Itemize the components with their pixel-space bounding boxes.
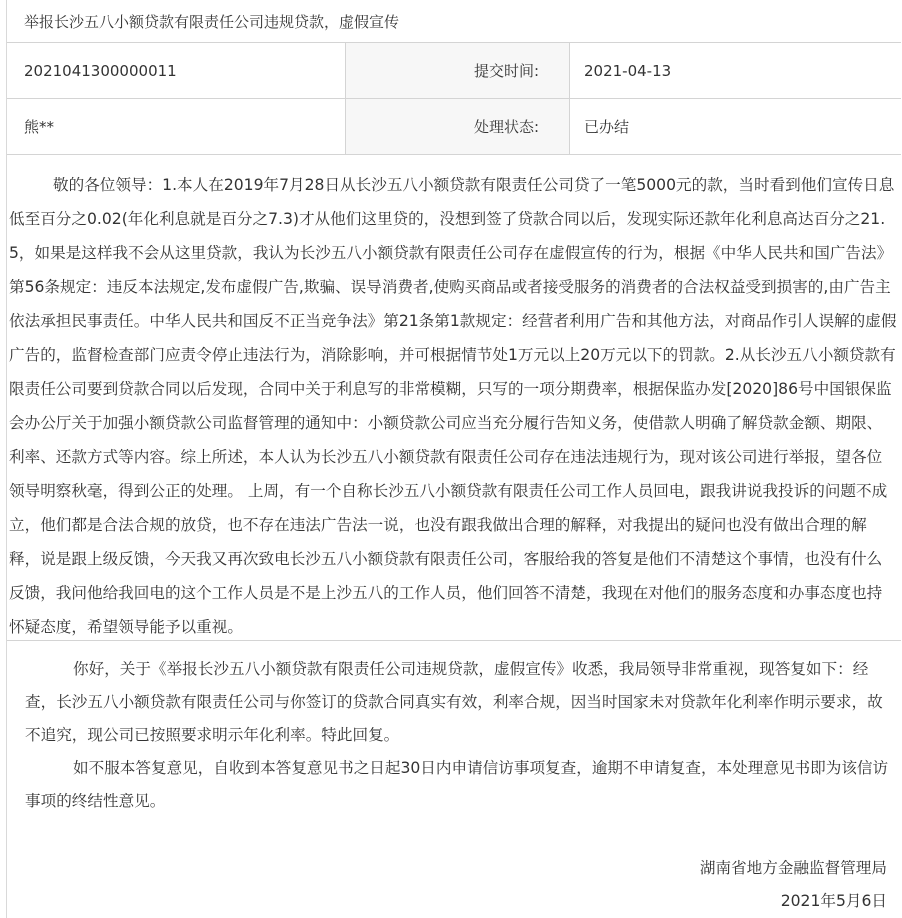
petition-title-row — [7, 0, 901, 43]
reply-paragraph: 如不服本答复意见，自收到本答复意见书之日起30日内申请信访事项复查，逾期不申请复查，本处理意见书即为该信访事项的终结性意见。 — [25, 759, 889, 810]
section-divider — [7, 640, 901, 641]
reply-paragraph: 你好，关于《举报长沙五八小额贷款有限责任公司违规贷款，虚假宣传》收悉，我局领导非常重视，现答复如下：经查，长沙五八小额贷款有限责任公司与你签订的贷款合同真实有效，利率合规，因当时国家未对贷款年化利率作明示要求，故不追究，现公司已按照要求明示年化利率。特此回复。 — [25, 660, 883, 744]
submit-time-value: 2021-04-13 — [584, 61, 672, 80]
submitter-name: 熊** — [24, 118, 55, 136]
status-value: 已办结 — [584, 118, 630, 136]
reply-signature: 湖南省地方金融监督管理局 — [699, 859, 887, 877]
petition-detail — [6, 0, 901, 918]
complaint-content: 敬的各位领导：1.本人在2019年7月28日从长沙五八小额贷款有限责任公司贷了一笔5000元的款，当时看到他们宣传日息低至百分之0.02(年化利息就是百分之7.3)才从他们这里贷的，没想到签了贷款合同以后，发现实际还款年化利息高达百分之21.5，如果是这样我不会从这里贷款，我认为长沙五八小额贷款有限责任公司存在虚假宣传的行为，根据《中华人民共和国广告法》第56条规定：违反本法规定,发布虚假广告,欺骗、误导消费者,使购买商品或者接受服务的消费者的合法权益受到损害的,由广告主依法承担民事责任。中华人民共和国反不正当竞争法》第21条第1款规定：经营者利用广告和其他方法，对商品作引人误解的虚假广告的，监督检查部门应责令停止违法行为，消除影响，并可根据情节处1万元以上20万元以下的罚款。2.从长沙五八小额贷款有限责任公司要到贷款合同以后发现，合同中关于利息写的非常模糊，只写的一项分期费率，根据保监办发[2020]86号中国银保监会办公厅关于加强小额贷款公司监督管理的通知中：小额贷款公司应当充分履行告知义务，使借款人明确了解贷款金额、期限、利率、还款方式等内容。综上所述，本人认为长沙五八小额贷款有限责任公司存在违法违规行为，现对该公司进行举报，望各位领导明察秋毫，得到公正的处理。 上周，有一个自称长沙五八小额贷款有限责任公司工作人员回电，跟我讲说我投诉的问题不成立，他们都是合法合规的放贷，也不存在违法广告法一说，也没有跟我做出合理的解释，对我提出的疑问也没有做出合理的解释，说是跟上级反馈，今天我又再次致电长沙五八小额贷款有限责任公司，客服给我的答复是他们不清楚这个事情，也没有什么反馈，我问他给我回电的这个工作人员是不是上沙五八的工作人员，他们回答不清楚，我现在对他们的服务态度和办事态度也持怀疑态度，希望领导能予以重视。 — [9, 176, 897, 636]
status-label: 处理状态: — [473, 118, 539, 136]
info-row-id — [7, 43, 901, 99]
petition-title: 举报长沙五八小额贷款有限责任公司违规贷款，虚假宣传 — [24, 12, 400, 31]
reply-date: 2021年5月6日 — [780, 892, 887, 910]
info-row-status — [7, 99, 901, 155]
petition-id: 2021041300000011 — [24, 61, 177, 80]
submit-time-label: 提交时间: — [473, 62, 539, 80]
reply-content — [25, 653, 891, 818]
